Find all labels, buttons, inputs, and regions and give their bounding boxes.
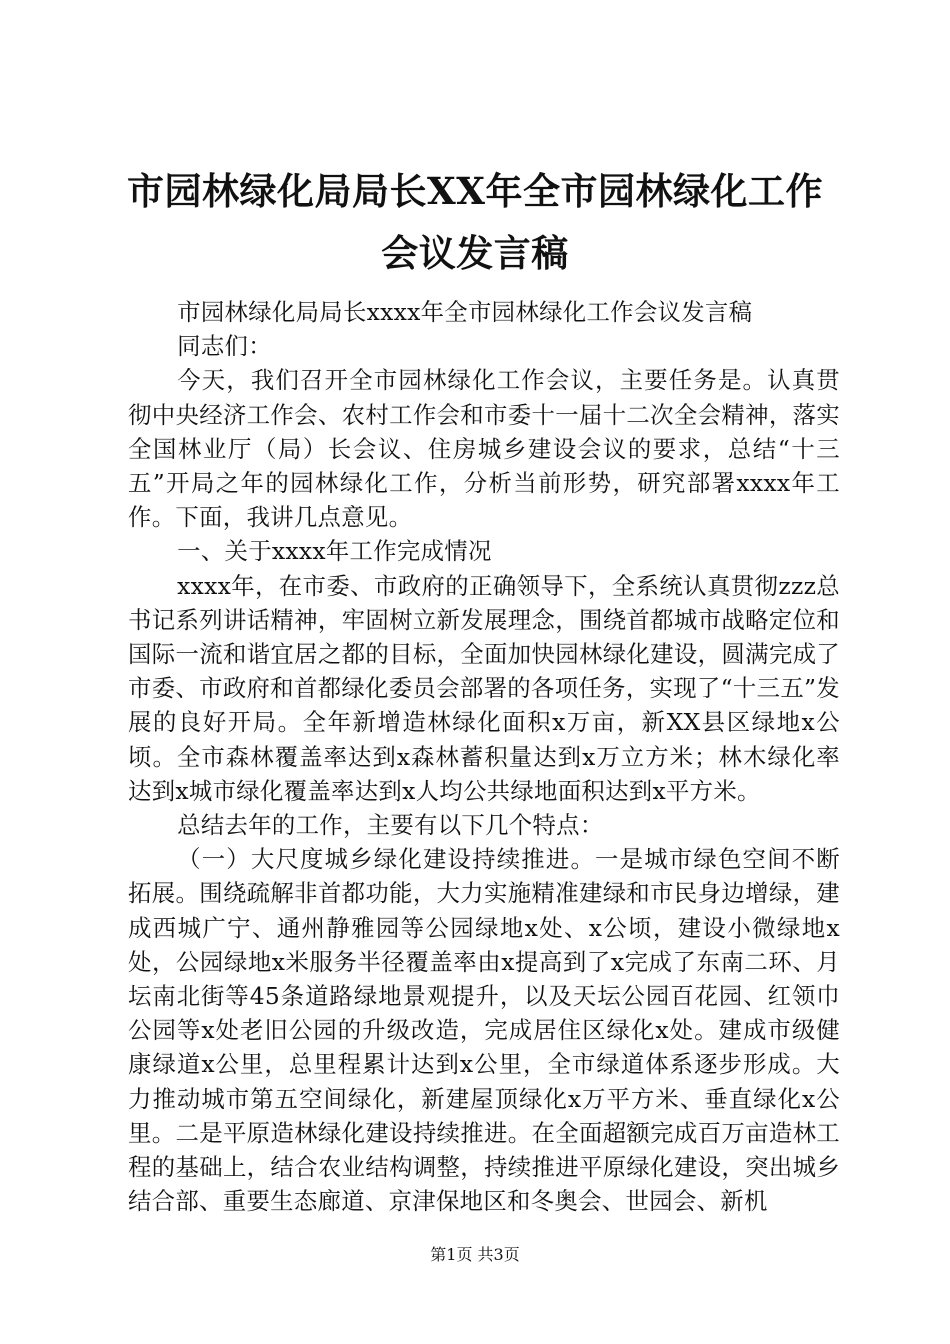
section-heading: 一、关于xxxx年工作完成情况 <box>177 537 492 566</box>
paragraph-feature-one: （一）大尺度城乡绿化建设持续推进。一是城市绿色空间不断拓展。围绕疏解非首都功能，大力实施精准建绿和市民身边增绿，建成西城广宁、通州静雅园等公园绿地x处、x公顷，建设小微绿地x处，公园绿地x米服务半径覆盖率由x提高到了x完成了东南二环、月坛南北街等45条道路绿地景观提升，以及天坛公园百花园、红领巾公园等x处老旧公园的升级改造，完成居住区绿化x处。建成市级健康绿道x公里，总里程累计达到x公里，全市绿道体系逐步形成。大力推动城市第五空间绿化，新建屋顶绿化x万平方米、垂直绿化x公里。二是平原造林绿化建设持续推进。在全面超额完成百万亩造林工程的基础上，结合农业结构调整，持续推进平原绿化建设，突出城乡结合部、重要生态廊道、京津保地区和冬奥会、世园会、新机 <box>128 845 840 1216</box>
paragraph-achievements: xxxx年，在市委、市政府的正确领导下，全系统认真贯彻zzz总书记系列讲话精神，牢固树立新发展理念，围绕首都城市战略定位和国际一流和谐宜居之都的目标，全面加快园林绿化建设，圆满完成了市委、市政府和首都绿化委员会部署的各项任务，实现了“十三五”发展的良好开局。全年新增造林绿化面积x万亩，新XX县区绿地x公顷。全市森林覆盖率达到x森林蓄积量达到x万立方米；林木绿化率达到x城市绿化覆盖率达到x人均公共绿地面积达到x平方米。 <box>128 571 840 805</box>
paragraph-intro: 今天，我们召开全市园林绿化工作会议，主要任务是。认真贯彻中央经济工作会、农村工作会和市委十一届十二次全会精神，落实全国林业厅（局）长会议、住房城乡建设会议的要求，总结“十三五”开局之年的园林绿化工作，分析当前形势，研究部署xxxx年工作。下面，我讲几点意见。 <box>128 366 840 532</box>
page-number-footer: 第1页 共3页 <box>430 1245 520 1264</box>
paragraph-summary-lead: 总结去年的工作，主要有以下几个特点： <box>177 811 604 840</box>
document-body <box>128 295 840 1218</box>
salutation: 同志们： <box>177 332 272 361</box>
document-title: 市园林绿化局局长XX年全市园林绿化工作会议发言稿 <box>127 169 823 275</box>
subtitle-line: 市园林绿化局局长xxxx年全市园林绿化工作会议发言稿 <box>177 298 753 326</box>
